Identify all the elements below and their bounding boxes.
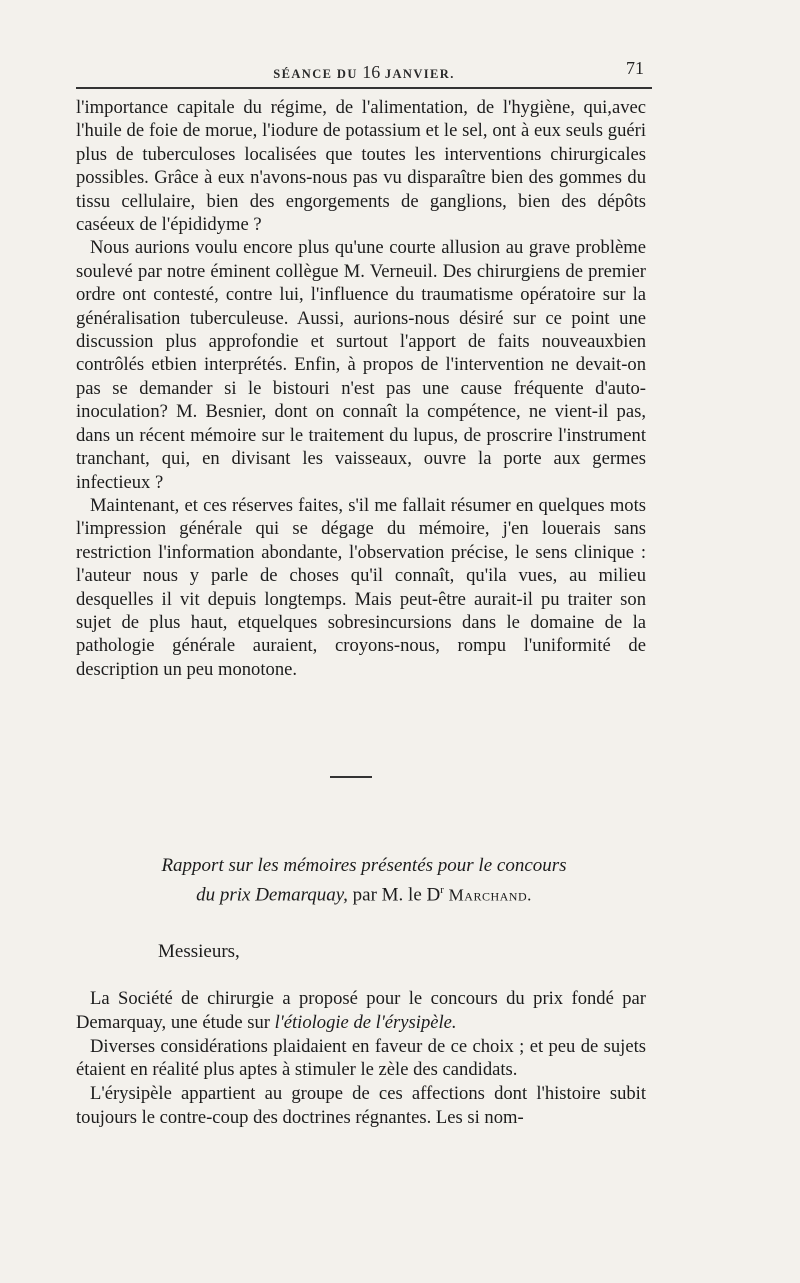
running-head-prefix: SÉANCE DU — [273, 67, 358, 81]
report-topic: l'étiologie de l'érysipèle. — [274, 1011, 457, 1033]
report-paragraph-2: Diverses considérations plaidaient en faveur de ce choix ; et peu de sujets étaient en réalité plus aptes à stimuler le zèle des candidats. — [76, 1035, 646, 1081]
running-head-suffix: JANVIER. — [384, 67, 455, 81]
report-title-prize: du prix Demarquay, — [196, 884, 348, 906]
report-title-sup: r — [440, 884, 444, 896]
running-head-day: 16 — [362, 62, 381, 82]
page-number: 71 — [626, 58, 644, 78]
report-paragraph-3: L'érysipèle appartient au groupe de ces affections dont l'histoire subit toujours le contre-coup des doctrines régnantes. Les si nom- — [76, 1083, 646, 1128]
running-header — [76, 58, 652, 82]
running-head — [76, 62, 652, 83]
paragraph-3: Maintenant, et ces réserves faites, s'il me fallait résumer en quelques mots l'impression générale qui se dégage du mémoire, j'en louerais sans restriction l'information abondante, l'observation précise, le sens clinique : l'auteur nous y parle de choses qu'il connaît, qu'ila vues, au milieu desquelles il vit depuis longtemps. Mais peut-être aurait-il pu traiter son sujet de plus haut, etquelques sobresincursions dans le domaine de la pathologie générale auraient, croyons-nous, rompu l'uniformité de description un peu monotone. — [76, 494, 646, 680]
report-paragraph-1: La Société de chirurgie a proposé pour le concours du prix fondé par Demarquay, une étude sur l'étiologie de l'érysipèle. — [76, 988, 646, 1033]
report-title-by: par M. le D — [347, 884, 441, 906]
paragraph-2: Nous aurions voulu encore plus qu'une courte allusion au grave problème soulevé par notre éminent collègue M. Verneuil. Des chirurgiens de premier ordre ont contesté, contre lui, l'influence du traumatisme opératoire sur la généralisation tuberculeuse. Aussi, aurions-nous désiré sur ce point une discussion plus approfondie et surtout l'apport de faits nouveauxbien contrôlés etbien interprétés. Enfin, à propos de l'intervention ne devait-on pas se demander si le bistouri n'est pas une cause fréquente d'auto-inoculation? M. Besnier, dont on connaît la compétence, ne vient-il pas, dans un récent mémoire sur le traitement du lupus, de proscrire l'instrument tranchant, qui, en divisant les vaisseaux, ouvre la porte aux germes infectieux ? — [76, 237, 646, 493]
salutation: Messieurs, — [158, 941, 240, 962]
report-title-line1: Rapport sur les mémoires présentés pour le concours — [161, 855, 567, 876]
paragraph-1: l'importance capitale du régime, de l'alimentation, de l'hygiène, qui,avec l'huile de foie de morue, l'iodure de potassium et le sel, ont à eux seuls guéri plus de tuberculoses localisées que toutes les interventions chirurgicales possibles. Grâce à eux n'avons-nous pas vu disparaître bien des gommes du tissu cellulaire, bien des engorgements de ganglions, bien des dépôts caséeux de l'épididyme ? — [76, 97, 646, 236]
header-rule — [76, 87, 652, 89]
report-body — [76, 987, 646, 1130]
section-separator — [330, 776, 372, 778]
report-title — [76, 854, 652, 907]
report-author: Marchand. — [443, 885, 532, 905]
text-body — [76, 96, 646, 681]
